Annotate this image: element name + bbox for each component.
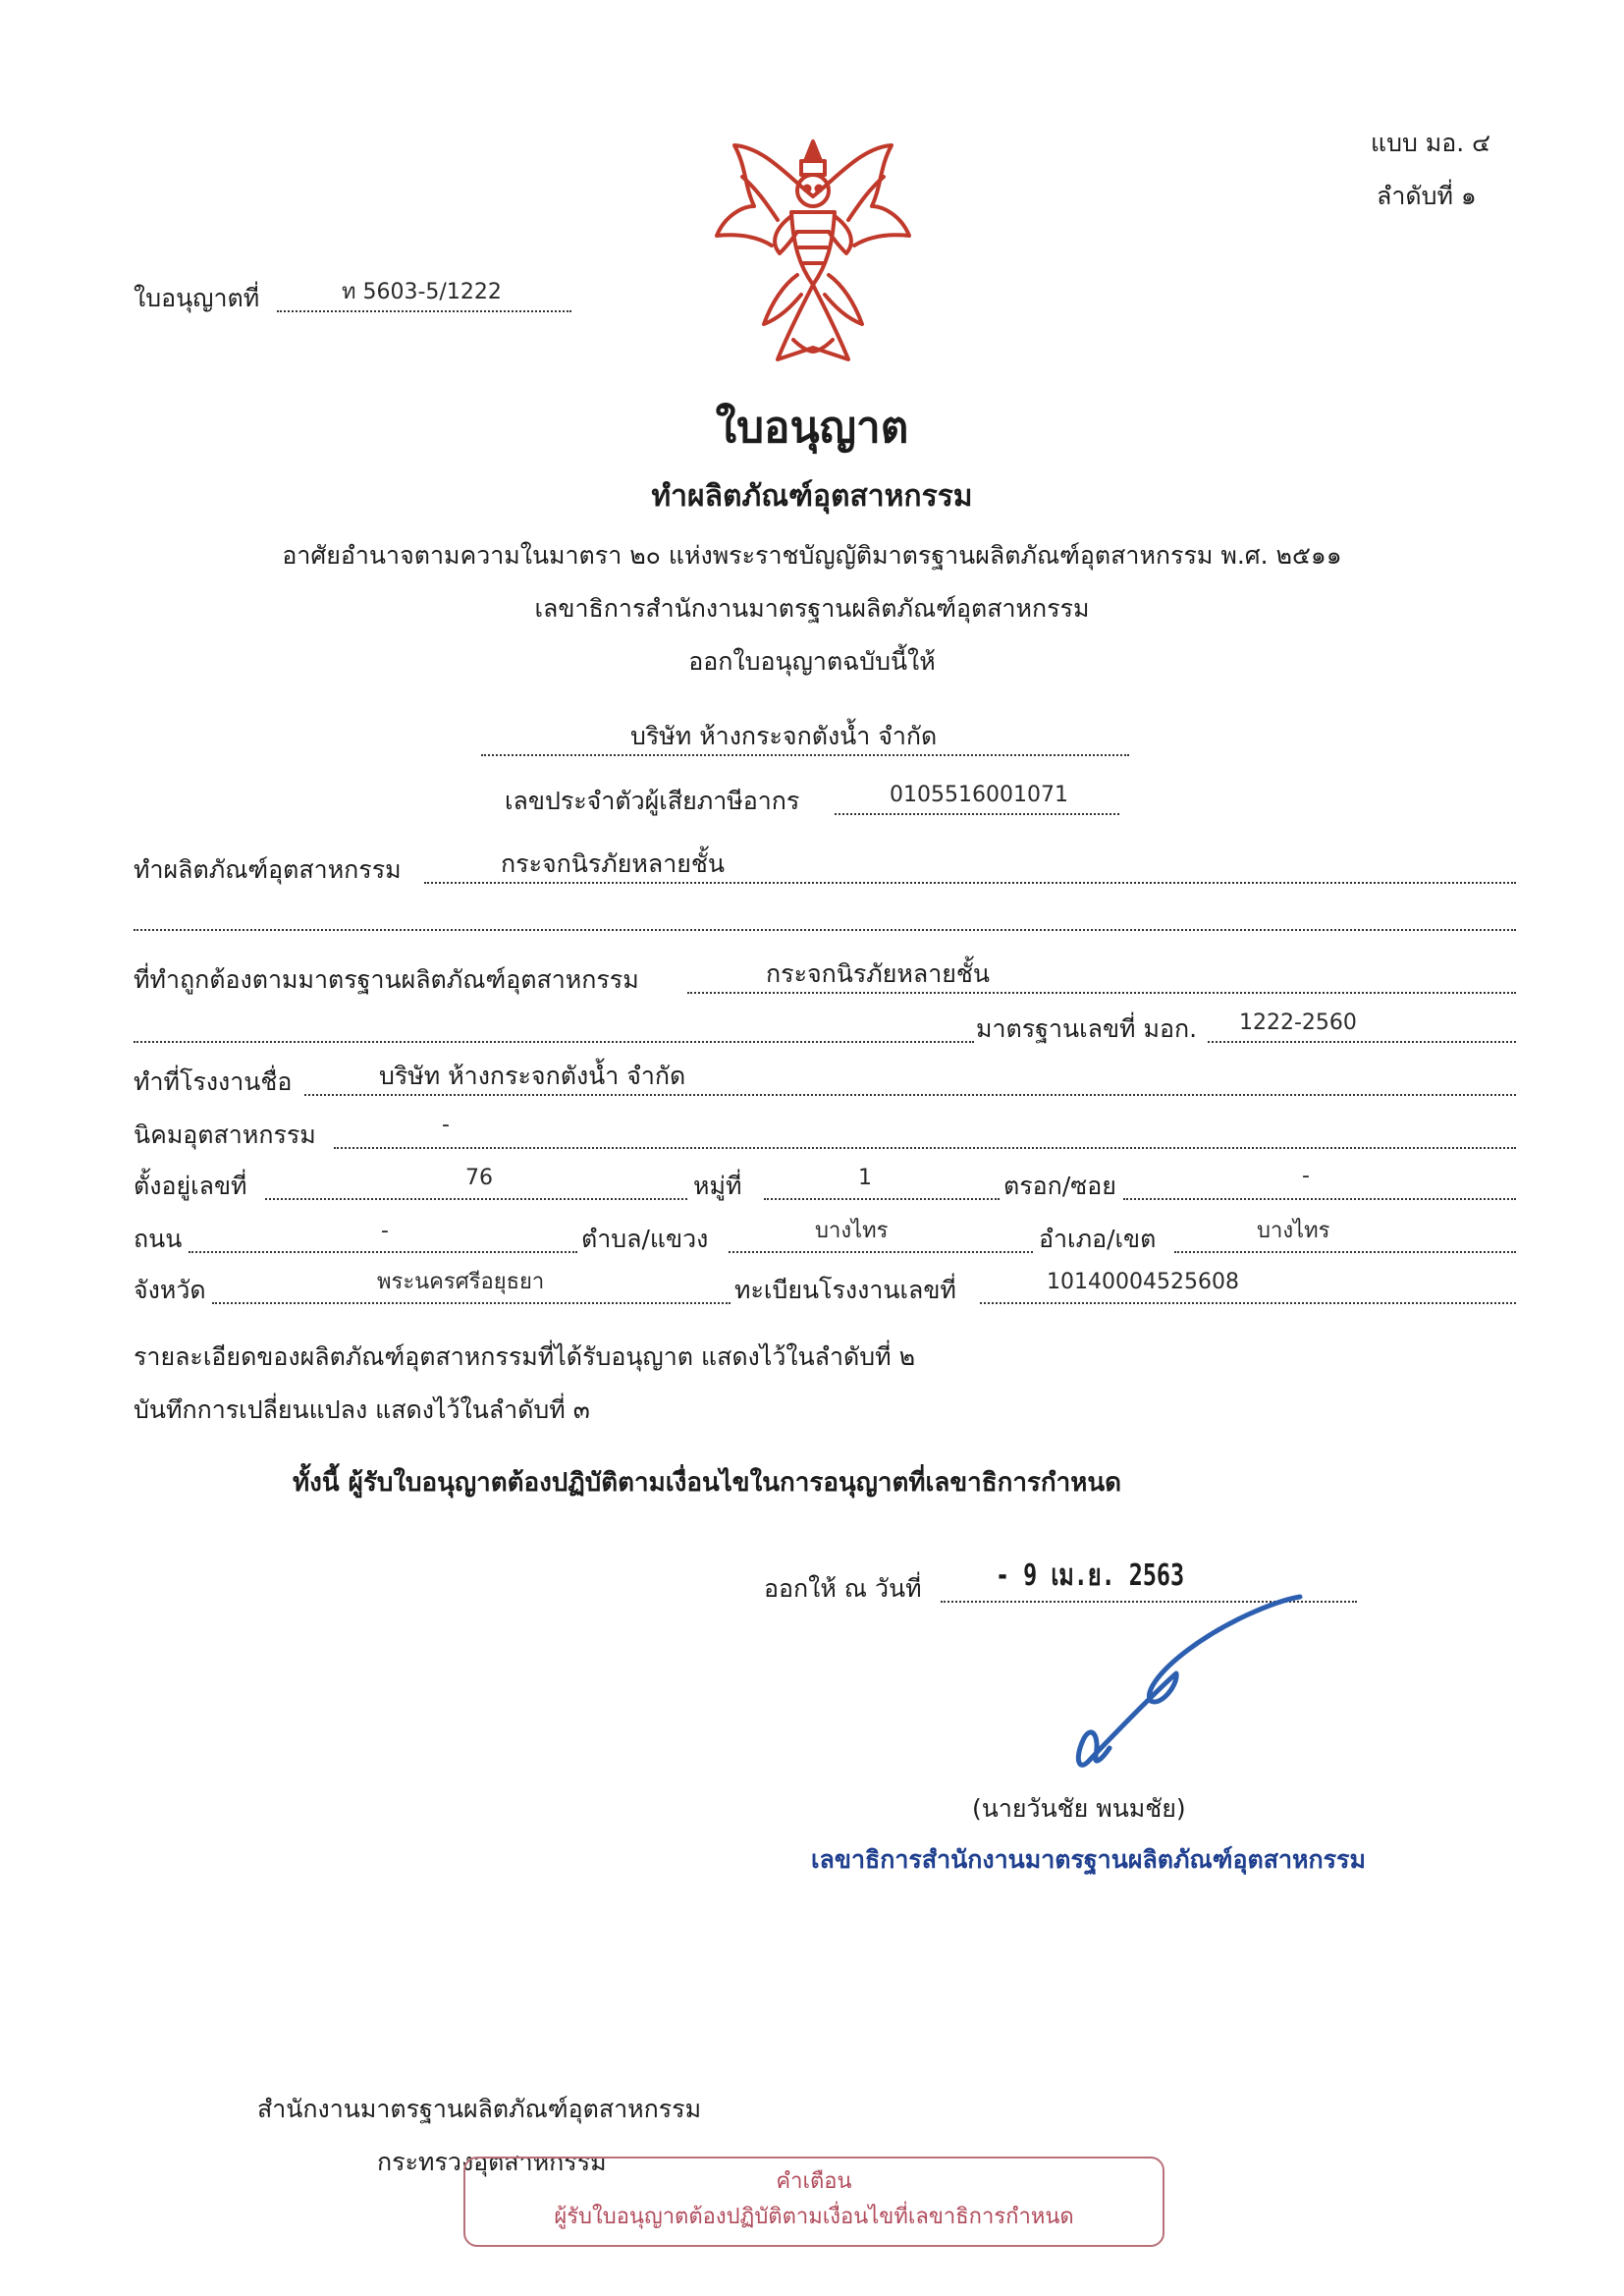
warning-text: ผู้รับใบอนุญาตต้องปฏิบัติตามเงื่อนไขที่เลขาธิการกำหนด — [554, 2205, 1074, 2229]
tax-id-value: 0105516001071 — [890, 783, 1068, 807]
factory-dots — [304, 1094, 1516, 1096]
address-no-value: 76 — [465, 1166, 493, 1190]
signatory-name: (นายวันชัย พนมชัย) — [972, 1794, 1186, 1823]
address-no-label: ตั้งอยู่เลขที่ — [134, 1172, 247, 1200]
issue-date-value: - 9 เม.ย. 2563 — [996, 1558, 1185, 1593]
office-ministry: กระทรวงอุตสาหกรรม — [377, 2148, 607, 2176]
address-subdistrict-dots — [729, 1251, 1033, 1253]
office-name: สำนักงานมาตรฐานผลิตภัณฑ์อุตสาหกรรม — [257, 2095, 702, 2123]
product-value: กระจกนิรภัยหลายชั้น — [501, 849, 725, 878]
product-dots-2 — [134, 929, 1516, 931]
address-district-value: บางไทร — [1257, 1219, 1330, 1243]
condition-text: ทั้งนี้ ผู้รับใบอนุญาตต้องปฏิบัติตามเงื่อนไขในการอนุญาตที่เลขาธิการกำหนด — [293, 1468, 1122, 1498]
address-moo-dots — [764, 1198, 1000, 1200]
document-subtitle: ทำผลิตภัณฑ์อุตสาหกรรม — [651, 479, 973, 514]
standard-number-dots — [1208, 1041, 1516, 1043]
address-soi-dots — [1123, 1198, 1516, 1200]
license-no-value: ท 5603-5/1222 — [342, 280, 502, 304]
licensee-name: บริษัท ห้างกระจกตังน้ำ จำกัด — [630, 722, 938, 750]
address-road-value: - — [381, 1219, 389, 1243]
notes-line-2: บันทึกการเปลี่ยนแปลง แสดงไว้ในลำดับที่ ๓ — [134, 1395, 590, 1424]
warning-box — [463, 2157, 1164, 2247]
issue-date-label: ออกให้ ณ วันที่ — [764, 1574, 922, 1603]
warning-heading: คำเตือน — [776, 2169, 852, 2194]
address-moo-label: หมู่ที่ — [693, 1172, 742, 1200]
form-sequence: ลำดับที่ ๑ — [1377, 182, 1477, 210]
standard-label: ที่ทำถูกต้องตามมาตรฐานผลิตภัณฑ์อุตสาหกรรม — [134, 965, 639, 994]
license-no-dots — [277, 310, 571, 312]
signatory-title: เลขาธิการสำนักงานมาตรฐานผลิตภัณฑ์อุตสาหกรรม — [811, 1845, 1366, 1874]
estate-label: นิคมอุตสาหกรรม — [134, 1121, 316, 1149]
signature-icon — [1060, 1591, 1316, 1768]
address-soi-label: ตรอก/ซอย — [1003, 1172, 1116, 1200]
preamble-line-2: เลขาธิการสำนักงานมาตรฐานผลิตภัณฑ์อุตสาหกรรม — [534, 594, 1090, 623]
standard-value: กระจกนิรภัยหลายชั้น — [766, 959, 990, 988]
estate-value: - — [442, 1113, 450, 1137]
license-no-label: ใบอนุญาตที่ — [134, 284, 260, 312]
address-district-dots — [1174, 1251, 1516, 1253]
address-no-dots — [265, 1198, 687, 1200]
document-title: ใบอนุญาต — [715, 403, 909, 453]
standard-dots-2 — [134, 1041, 974, 1043]
address-reg-label: ทะเบียนโรงงานเลขที่ — [734, 1276, 956, 1304]
address-soi-value: - — [1302, 1164, 1310, 1188]
address-province-value: พระนครศรีอยุธยา — [377, 1270, 545, 1294]
standard-number-value: 1222-2560 — [1239, 1011, 1357, 1035]
garuda-emblem-icon — [695, 137, 931, 369]
address-moo-value: 1 — [858, 1166, 872, 1190]
licensee-dots — [481, 754, 1129, 756]
address-reg-dots — [980, 1302, 1516, 1304]
product-dots — [424, 882, 1516, 884]
address-district-label: อำเภอ/เขต — [1039, 1225, 1157, 1253]
address-province-dots — [212, 1302, 731, 1304]
notes-line-1: รายละเอียดของผลิตภัณฑ์อุตสาหกรรมที่ได้รับอนุญาต แสดงไว้ในลำดับที่ ๒ — [134, 1342, 916, 1371]
standard-number-label: มาตรฐานเลขที่ มอก. — [976, 1014, 1198, 1043]
address-road-dots — [189, 1251, 577, 1253]
product-label: ทำผลิตภัณฑ์อุตสาหกรรม — [134, 855, 402, 884]
preamble-line-1: อาศัยอำนาจตามความในมาตรา ๒๐ แห่งพระราชบัญญัติมาตรฐานผลิตภัณฑ์อุตสาหกรรม พ.ศ. ๒๕๑๑ — [282, 541, 1342, 570]
standard-dots — [687, 992, 1516, 994]
address-subdistrict-label: ตำบล/แขวง — [581, 1225, 709, 1253]
estate-dots — [334, 1147, 1516, 1149]
address-road-label: ถนน — [134, 1225, 183, 1253]
tax-id-label: เลขประจำตัวผู้เสียภาษีอากร — [505, 787, 800, 815]
tax-id-dots — [835, 813, 1119, 815]
address-reg-value: 10140004525608 — [1047, 1270, 1239, 1294]
factory-value: บริษัท ห้างกระจกตังน้ำ จำกัด — [379, 1062, 686, 1090]
address-subdistrict-value: บางไทร — [815, 1219, 889, 1243]
form-code: แบบ มอ. ๔ — [1371, 129, 1491, 157]
address-province-label: จังหวัด — [134, 1276, 206, 1304]
preamble-line-3: ออกใบอนุญาตฉบับนี้ให้ — [688, 647, 936, 676]
factory-label: ทำที่โรงงานชื่อ — [134, 1067, 293, 1096]
